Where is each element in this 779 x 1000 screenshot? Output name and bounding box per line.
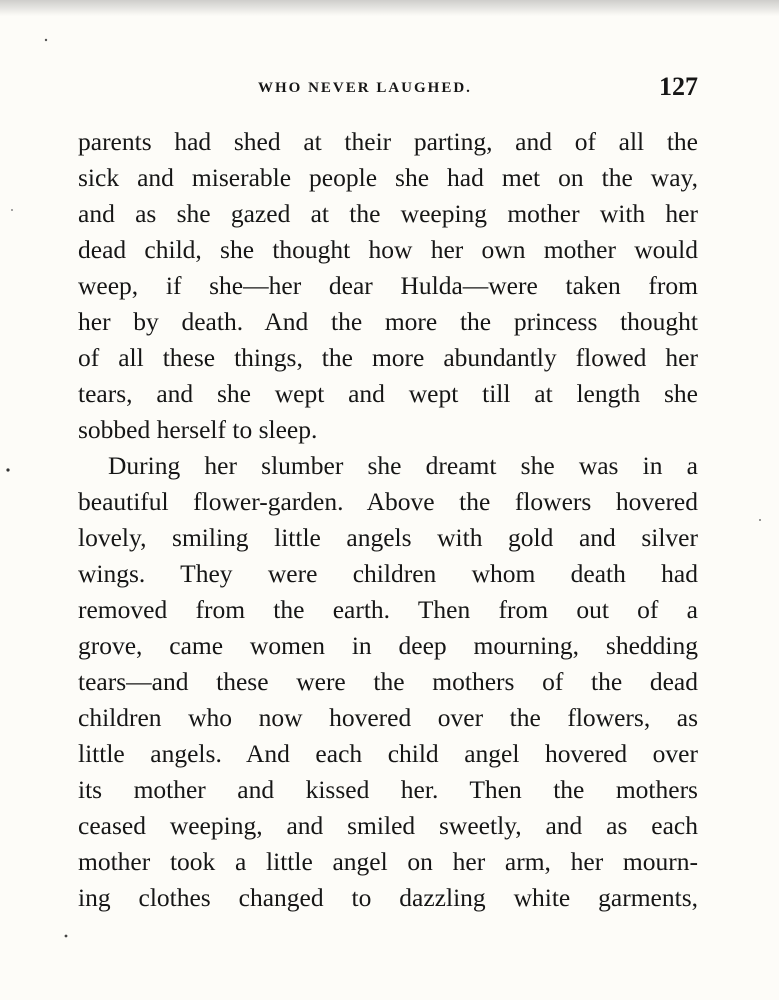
text-line: lovely, smiling little angels with gold and silver [78,523,698,552]
text-line: little angels. And each child angel hovered over [78,739,698,768]
text-line: parents had shed at their parting, and of all the [78,127,698,156]
body-text [78,126,698,918]
text-line: mother took a little angel on her arm, her mourn- [78,847,698,876]
paragraph-end-line: sobbed herself to sleep. [78,415,318,444]
text-line: her by death. And the more the princess thought [78,307,698,336]
paper-speck [45,39,47,41]
paper-speck [65,935,68,938]
paper-speck [11,209,13,211]
text-line: removed from the earth. Then from out of a [78,595,698,624]
text-line: sick and miserable people she had met on the way, [78,163,698,192]
text-line: beautiful flower-garden. Above the flowers hovered [78,487,698,516]
text-line: ceased weeping, and smiled sweetly, and as each [78,811,698,840]
text-line: children who now hovered over the flowers, as [78,703,698,732]
page-number: 127 [659,72,698,101]
page-header [78,72,698,108]
text-line: tears—and these were the mothers of the dead [78,667,698,696]
text-line: tears, and she wept and wept till at length she [78,379,698,408]
text-line: its mother and kissed her. Then the mothers [78,775,698,804]
running-head: WHO NEVER LAUGHED. [258,80,472,96]
paper-speck [6,468,9,471]
text-line: of all these things, the more abundantly flowed her [78,343,698,372]
text-line: wings. They were children whom death had [78,559,698,588]
text-line: ing clothes changed to dazzling white garments, [78,883,698,912]
text-line: dead child, she thought how her own mother would [78,235,698,264]
text-line: grove, came women in deep mourning, shedding [78,631,698,660]
text-line: and as she gazed at the weeping mother with her [78,199,698,228]
text-line: weep, if she—her dear Hulda—were taken from [78,271,698,300]
page-top-edge [0,0,779,16]
paper-speck [759,519,761,521]
paragraph-start-line: During her slumber she dreamt she was in a [108,451,698,480]
